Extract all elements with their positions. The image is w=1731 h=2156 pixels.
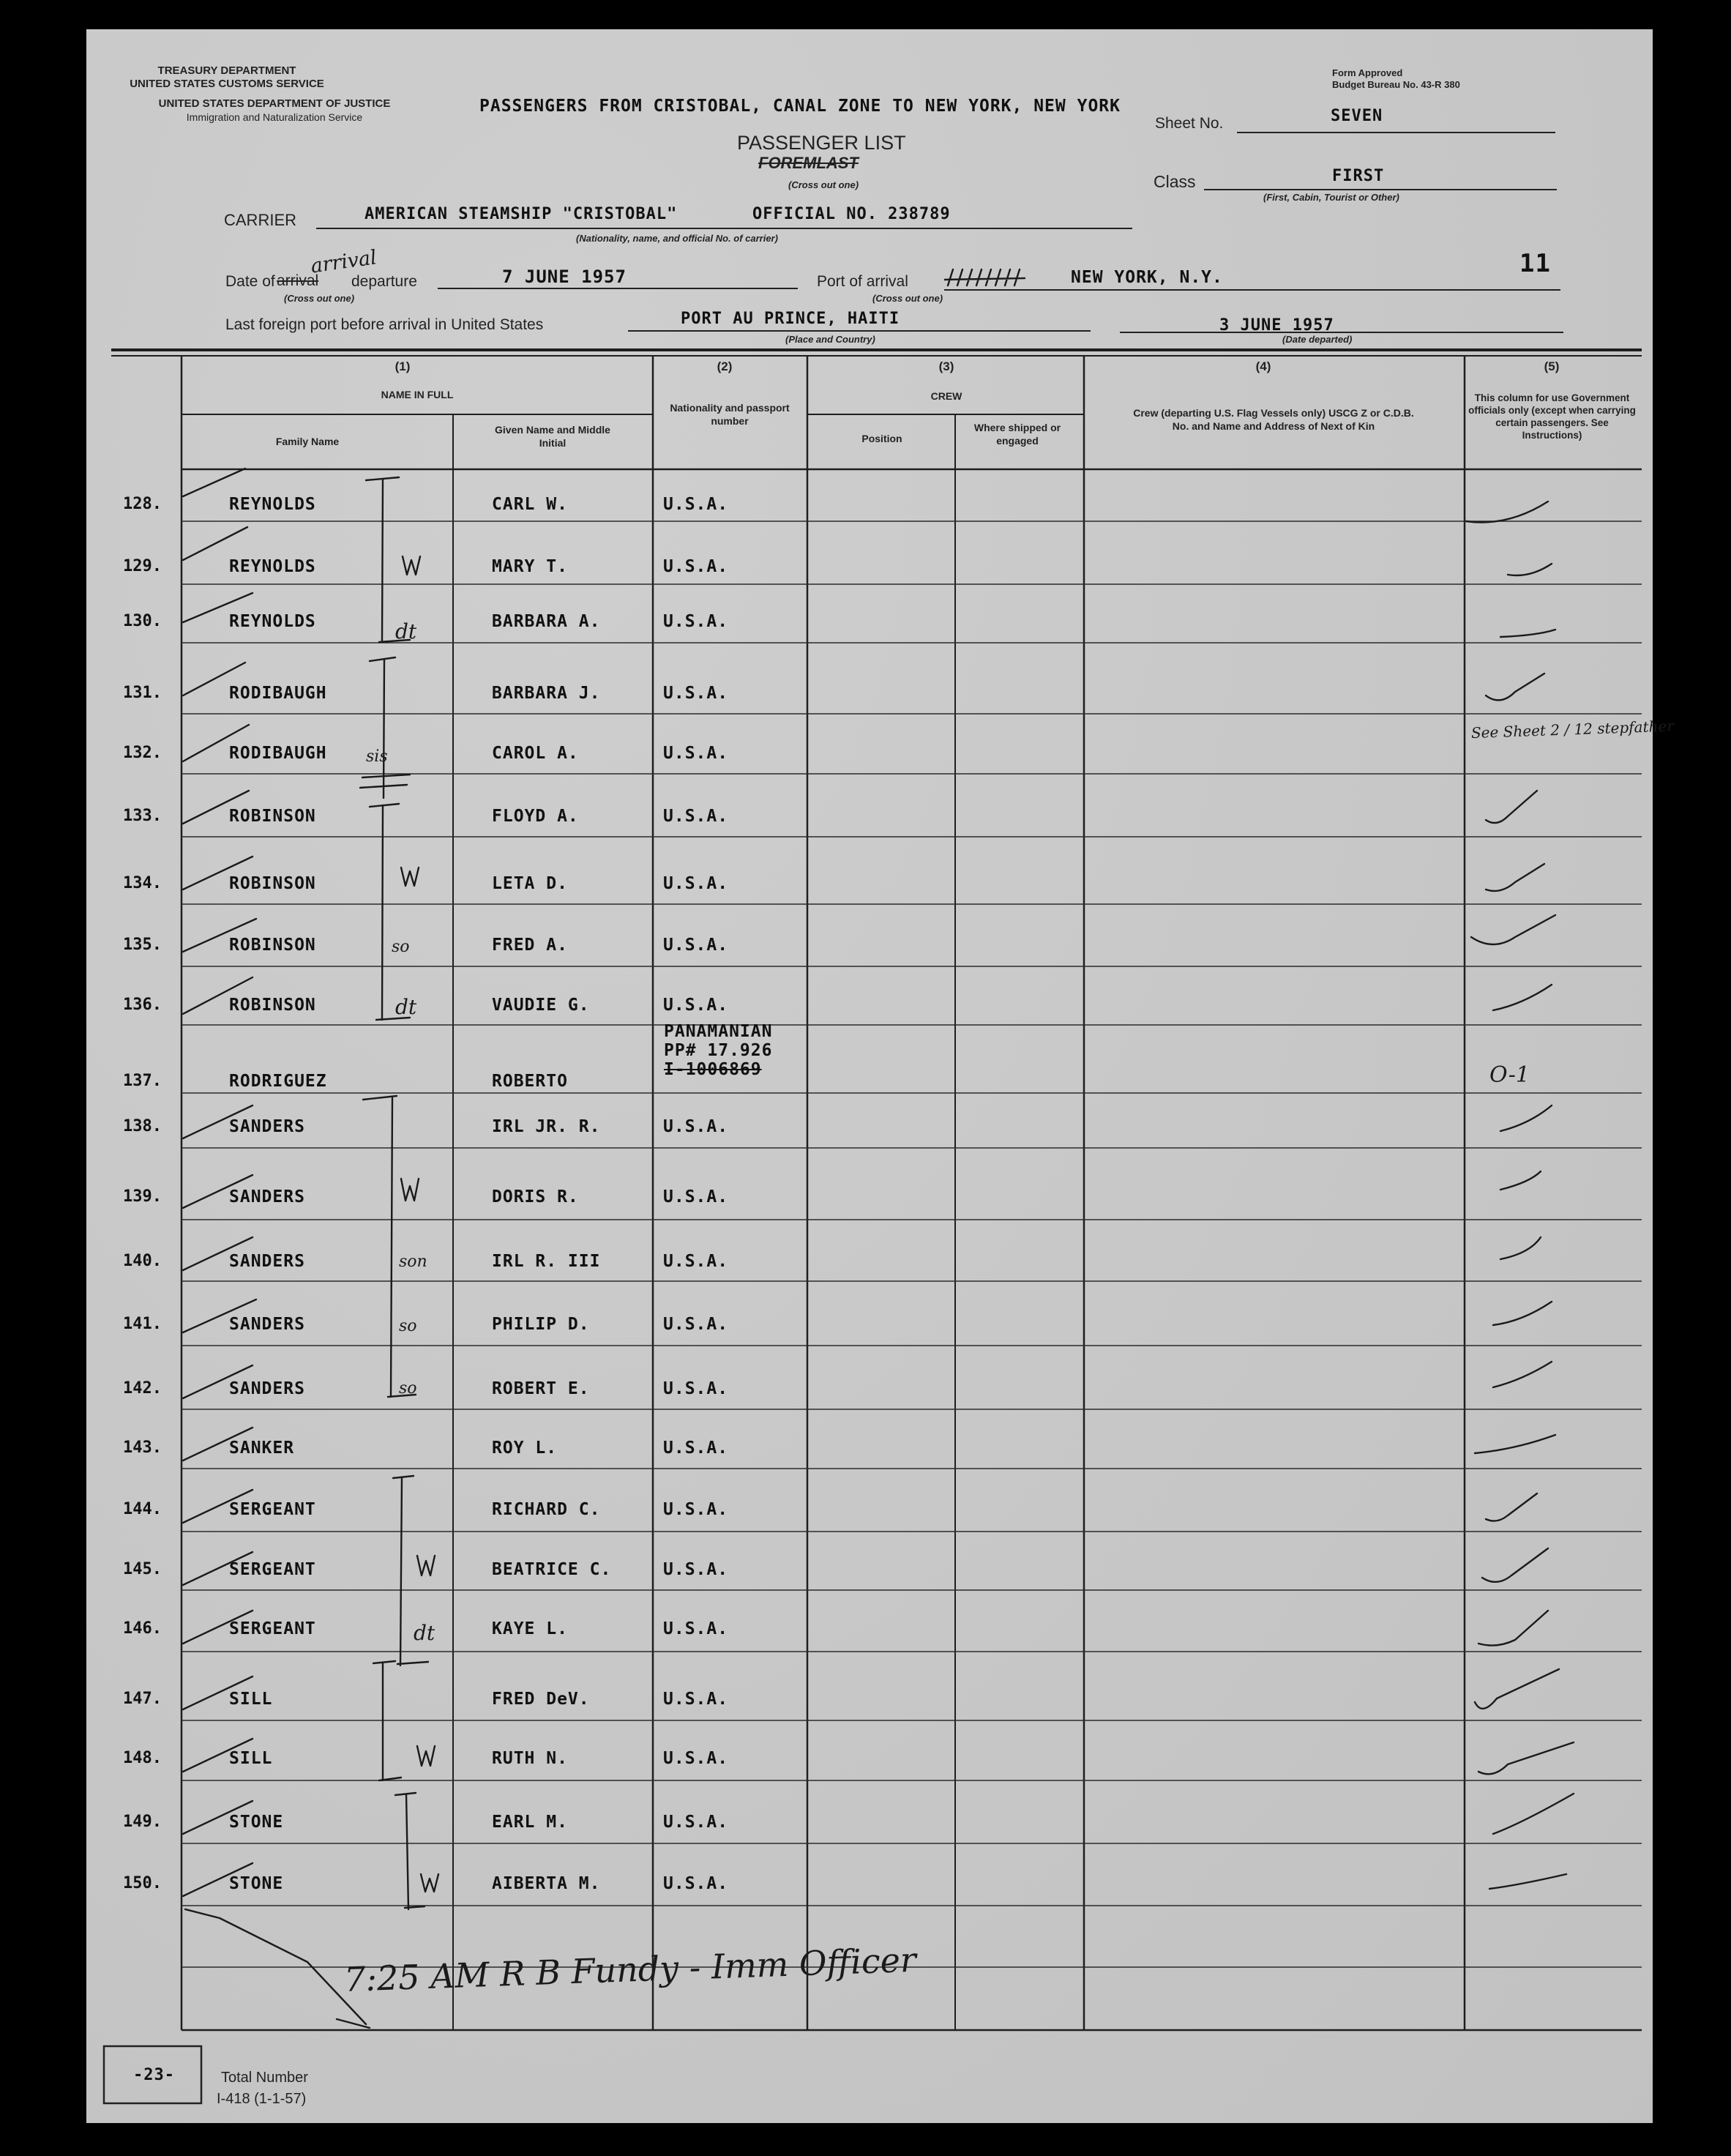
row132-note: See Sheet 2 / 12 stepfather: [1470, 717, 1675, 742]
col3-number: (3): [938, 359, 954, 373]
given-name: LETA D.: [492, 874, 568, 893]
given-name: RICHARD C.: [492, 1500, 601, 1519]
given-name: DORIS R.: [492, 1187, 579, 1206]
col5-title: This column for use Government officials only (except when carrying certain passengers. See Instructions): [1468, 392, 1636, 441]
agency-line: Immigration and Naturalization Service: [186, 111, 363, 123]
passenger-list-title: PASSENGER LIST: [737, 132, 906, 154]
row-number: 128.: [123, 495, 162, 513]
nationality: U.S.A.: [663, 495, 729, 514]
family-name: SANDERS: [229, 1315, 305, 1334]
nationality: U.S.A.: [663, 1315, 729, 1334]
given-name: MARY T.: [492, 557, 568, 576]
carrier-label: CARRIER: [224, 211, 297, 229]
date-struck-text: arrival: [277, 272, 319, 289]
class-value: FIRST: [1332, 167, 1385, 185]
nationality: U.S.A.: [663, 1439, 729, 1458]
passport-number: PP# 17.926: [664, 1041, 773, 1060]
col4-number: (4): [1255, 359, 1271, 373]
row-number: 137.: [123, 1072, 162, 1090]
given-name: CARL W.: [492, 495, 568, 514]
col5-number: (5): [1544, 359, 1560, 373]
col4-title: Crew (departing U.S. Flag Vessels only) USCG Z or C.D.B. No. and Name and Address of Next of Kin: [1133, 407, 1414, 432]
col1-given-header: Given Name and Middle Initial: [495, 424, 610, 449]
row-number: 148.: [123, 1749, 162, 1767]
col3-position-header: Position: [861, 433, 902, 444]
given-name: AIBERTA M.: [492, 1874, 601, 1893]
row-number: 129.: [123, 557, 162, 575]
given-name: FRED A.: [492, 936, 568, 955]
carrier-caption: (Nationality, name, and official No. of carrier): [576, 233, 778, 244]
row-number: 134.: [123, 874, 162, 892]
given-name: RUTH N.: [492, 1749, 568, 1768]
row-number: 138.: [123, 1117, 162, 1135]
agency-line: UNITED STATES CUSTOMS SERVICE: [130, 78, 324, 90]
date-value: 7 JUNE 1957: [502, 266, 627, 287]
port-label: Port of arrival: [817, 273, 908, 290]
row-number: 146.: [123, 1619, 162, 1638]
given-name: CAROL A.: [492, 744, 579, 763]
col1-title: NAME IN FULL: [381, 389, 454, 400]
row-number: 130.: [123, 612, 162, 630]
port-caption: (Cross out one): [872, 293, 943, 304]
last-port-label: Last foreign port before arrival in United States: [225, 316, 544, 333]
nationality: U.S.A.: [663, 1690, 729, 1709]
rel-132: sis: [366, 747, 388, 766]
family-name: ROBINSON: [229, 807, 316, 826]
row-number: 144.: [123, 1500, 162, 1518]
rel-129: [403, 556, 420, 575]
relation-text-marks: [366, 619, 435, 1645]
form-approved-text: Form Approved: [1332, 67, 1403, 78]
family-name: SILL: [229, 1690, 273, 1709]
nationality: U.S.A.: [663, 1749, 729, 1768]
date-handwritten-text: arrival: [309, 246, 378, 278]
class-caption: (First, Cabin, Tourist or Other): [1263, 192, 1399, 203]
row137-note: O-1: [1489, 1062, 1530, 1088]
list-caption: (Cross out one): [788, 179, 859, 190]
rel-146: dt: [414, 1621, 435, 1645]
total-count-box: -23-: [133, 2066, 175, 2084]
given-name: KAYE L.: [492, 1619, 568, 1638]
given-name: IRL JR. R.: [492, 1117, 601, 1136]
rel-130: dt: [395, 619, 417, 644]
given-name: BEATRICE C.: [492, 1560, 612, 1579]
family-name: SERGEANT: [229, 1619, 316, 1638]
nationality: U.S.A.: [663, 1813, 729, 1832]
date-caption: (Cross out one): [284, 293, 355, 304]
rel-148: [417, 1746, 435, 1766]
rel-142: so: [399, 1379, 417, 1398]
rel-141: so: [399, 1317, 417, 1335]
sheet-value: SEVEN: [1331, 107, 1383, 125]
family-name: STONE: [229, 1813, 284, 1832]
rel-139: [401, 1179, 419, 1201]
budget-bureau-text: Budget Bureau No. 43-R 380: [1332, 79, 1460, 90]
nationality: U.S.A.: [663, 1379, 729, 1398]
col1-family-header: Family Name: [275, 436, 340, 447]
row-number: 139.: [123, 1187, 162, 1206]
family-name: SANDERS: [229, 1187, 305, 1206]
row-number: 143.: [123, 1439, 162, 1457]
row-number: 141.: [123, 1315, 162, 1333]
given-name: IRL R. III: [492, 1252, 601, 1271]
rel-136: dt: [395, 995, 417, 1019]
row-number: 133.: [123, 807, 162, 825]
nationality: U.S.A.: [663, 557, 729, 576]
bracket-stone: [395, 1793, 425, 1909]
nationality: U.S.A.: [663, 1187, 729, 1206]
col3-shipped-header: Where shipped or engaged: [973, 422, 1061, 447]
row-number: 135.: [123, 936, 162, 954]
row-check-strokes: [183, 469, 256, 1896]
family-name: ROBINSON: [229, 996, 316, 1015]
rel-140: son: [399, 1253, 427, 1271]
row-number: 145.: [123, 1560, 162, 1578]
official-number: OFFICIAL NO. 238789: [752, 205, 951, 223]
given-name: FLOYD A.: [492, 807, 579, 826]
bracket-sill: [373, 1661, 401, 1780]
family-name: SANDERS: [229, 1379, 305, 1398]
family-name: ROBINSON: [229, 936, 316, 955]
family-name: ROBINSON: [229, 874, 316, 893]
nationality: U.S.A.: [663, 996, 729, 1015]
class-label: Class: [1154, 172, 1196, 191]
given-name: VAUDIE G.: [492, 996, 590, 1015]
family-name: SERGEANT: [229, 1500, 316, 1519]
family-name: SERGEANT: [229, 1560, 316, 1579]
nationality: U.S.A.: [663, 874, 729, 893]
col2-title: Nationality and passport number: [670, 402, 790, 427]
rel-150: [421, 1874, 438, 1892]
nationality: U.S.A.: [663, 744, 729, 763]
family-name: SANDERS: [229, 1252, 305, 1271]
col1-number: (1): [395, 359, 411, 373]
row-number: 131.: [123, 684, 162, 702]
given-name: FRED DeV.: [492, 1690, 590, 1709]
nationality: U.S.A.: [663, 936, 729, 955]
col3-title: CREW: [930, 390, 962, 402]
nationality: U.S.A.: [663, 1560, 729, 1579]
nationality: U.S.A.: [663, 1874, 729, 1893]
col2-number: (2): [717, 359, 733, 373]
nationality: U.S.A.: [663, 1500, 729, 1519]
port-value: NEW YORK, N.Y.: [1071, 268, 1223, 287]
last-port-caption: (Place and Country): [785, 334, 875, 345]
alien-number: I-1006869: [664, 1060, 762, 1079]
rel-135: so: [392, 938, 410, 956]
rel-134: [401, 868, 419, 886]
family-name: RODRIGUEZ: [229, 1072, 327, 1091]
row-number: 150.: [123, 1874, 162, 1892]
family-name: SANKER: [229, 1439, 295, 1458]
form-id: I-418 (1-1-57): [217, 2091, 307, 2107]
bracket-sanders: [363, 1096, 416, 1397]
rel-145: [417, 1556, 435, 1575]
family-name: SANDERS: [229, 1117, 305, 1136]
last-port-value: PORT AU PRINCE, HAITI: [681, 310, 900, 328]
nationality: U.S.A.: [663, 612, 729, 631]
row-number: 147.: [123, 1690, 162, 1708]
family-name: RODIBAUGH: [229, 744, 327, 763]
departed-value: 3 JUNE 1957: [1219, 316, 1334, 335]
column5-checkmarks: [1466, 501, 1574, 1889]
closing-strokes: [185, 1909, 370, 2028]
family-name: SILL: [229, 1749, 273, 1768]
given-name: ROBERT E.: [492, 1379, 590, 1398]
family-name: STONE: [229, 1874, 284, 1893]
nationality: PANAMANIAN: [664, 1022, 773, 1041]
bracket-rodibaugh: [360, 657, 410, 798]
given-name: BARBARA J.: [492, 684, 601, 703]
given-name: ROBERTO: [492, 1072, 568, 1091]
family-name: REYNOLDS: [229, 495, 316, 514]
total-number-label: Total Number: [221, 2070, 308, 2086]
page-mark: 11: [1519, 249, 1551, 278]
row-number: 142.: [123, 1379, 162, 1398]
agency-line: UNITED STATES DEPARTMENT OF JUSTICE: [158, 97, 391, 110]
family-name: REYNOLDS: [229, 557, 316, 576]
row-relation-marks: [401, 556, 438, 1892]
row-number: 136.: [123, 996, 162, 1014]
nationality: U.S.A.: [663, 1252, 729, 1271]
list-struck-text: FOREMLAST: [758, 154, 859, 172]
given-name: EARL M.: [492, 1813, 568, 1832]
row-number: 132.: [123, 744, 162, 762]
officer-signature: 7:25 AM R B Fundy - Imm Officer: [343, 1939, 917, 1999]
date-label-prefix: Date of: [225, 273, 275, 290]
family-name: RODIBAUGH: [229, 684, 327, 703]
carrier-value: AMERICAN STEAMSHIP "CRISTOBAL": [364, 205, 678, 223]
given-name: ROY L.: [492, 1439, 558, 1458]
nationality: U.S.A.: [663, 1619, 729, 1638]
nationality: U.S.A.: [663, 807, 729, 826]
date-label-suffix: departure: [351, 273, 417, 290]
family-brackets: [360, 477, 428, 1909]
given-name: PHILIP D.: [492, 1315, 590, 1334]
row-number: 149.: [123, 1813, 162, 1831]
route-title: PASSENGERS FROM CRISTOBAL, CANAL ZONE TO NEW YORK, NEW YORK: [479, 97, 1121, 116]
sheet-label: Sheet No.: [1155, 115, 1224, 132]
nationality: U.S.A.: [663, 1117, 729, 1136]
bracket-robinson: [370, 804, 410, 1020]
family-name: REYNOLDS: [229, 612, 316, 631]
departed-caption: (Date departed): [1282, 334, 1353, 345]
agency-line: TREASURY DEPARTMENT: [157, 64, 296, 77]
given-name: BARBARA A.: [492, 612, 601, 631]
row-number: 140.: [123, 1252, 162, 1270]
nationality: U.S.A.: [663, 684, 729, 703]
